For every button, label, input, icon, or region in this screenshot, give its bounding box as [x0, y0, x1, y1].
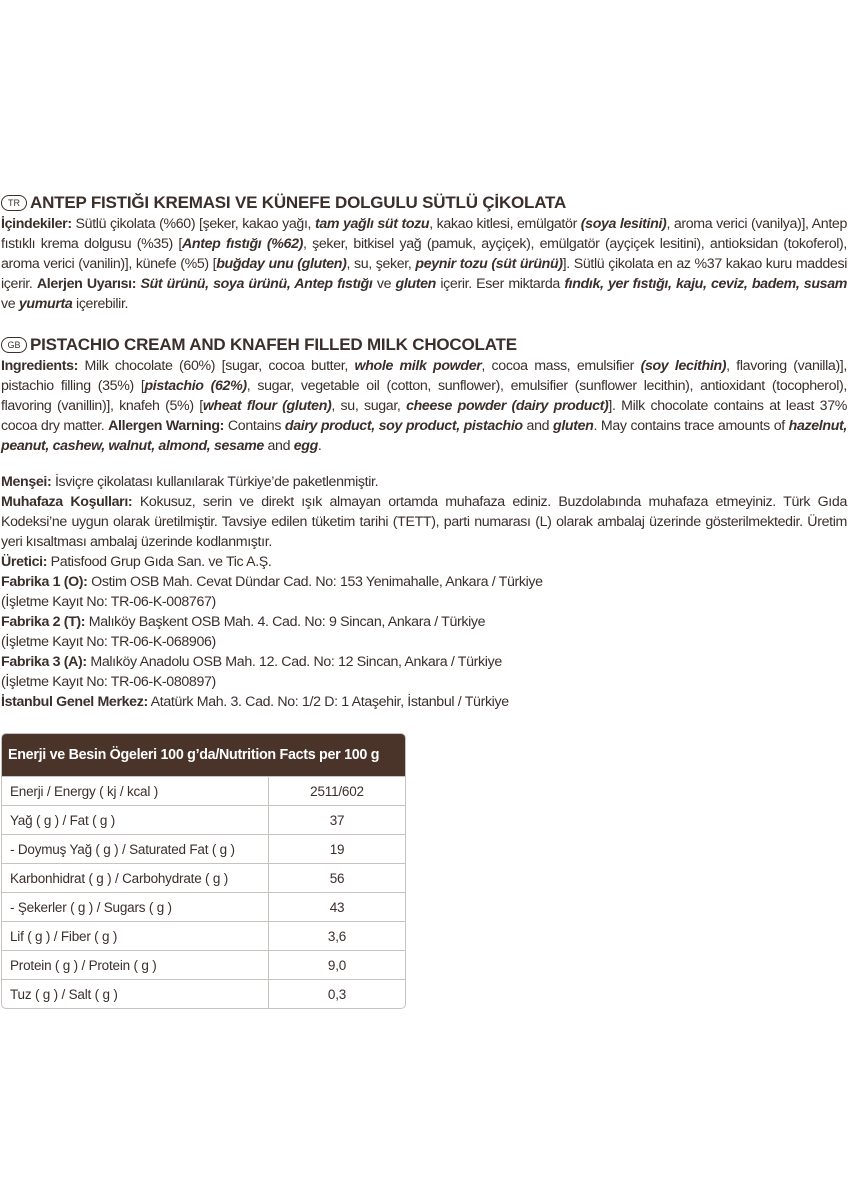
nutrient-value: 37 — [268, 805, 405, 834]
english-title-text: PISTACHIO CREAM AND KNAFEH FILLED MILK CHOCOLATE — [30, 335, 517, 354]
emphasized-segment: fındık, yer fıstığı, kaju, ceviz, badem, susam — [564, 276, 848, 292]
emphasized-segment: gluten — [395, 276, 436, 292]
emphasized-segment: Allergen Warning: — [108, 418, 225, 434]
nutrient-value: 9,0 — [268, 950, 405, 979]
info-section — [1, 472, 847, 712]
emphasized-segment: pistachio (62%) — [144, 378, 247, 394]
nutrient-value: 56 — [268, 863, 405, 892]
storage-text: Kokusuz, serin ve direkt ışık almayan ortamda muhafaza ediniz. Buzdolabında muhafaza etmeyiniz. Türk Gıda Kodeksi’ne uygun olarak üretilmiştir. Tavsiye edilen tüketim tarihi (TETT), parti numarası (L) olarak ambalaj üzerinde gösterilmektedir. Üretim yeri kısaltması ambalaj üzerinde kodlanmıştır. — [1, 494, 847, 550]
text-segment: . May contains trace amounts of — [593, 418, 789, 434]
storage-paragraph — [1, 492, 847, 552]
info-line-label: Fabrika 2 (T): — [1, 614, 86, 630]
info-line — [1, 592, 847, 612]
text-segment: içerebilir. — [72, 296, 129, 312]
emphasized-segment: (soya lesitini) — [580, 216, 667, 232]
english-title — [1, 334, 847, 356]
nutrition-row — [2, 979, 405, 1008]
english-section — [1, 334, 847, 456]
info-line-text: (İşletme Kayıt No: TR-06-K-008767) — [1, 594, 216, 610]
text-segment: , cocoa mass, emulsifier — [481, 358, 641, 374]
info-line-text: Patisfood Grup Gıda San. ve Tic A.Ş. — [47, 554, 272, 570]
info-line — [1, 572, 847, 592]
text-segment: , sugar, vegetable oil (cotton, sunflower), emulsifier (sunflower lecithin), antioxidant (tocopherol), flavoring (vanillin)], knafeh (5%) [ — [1, 378, 847, 414]
nutrient-label: Karbonhidrat ( g ) / Carbohydrate ( g ) — [2, 863, 268, 892]
text-segment: Sütlü çikolata (%60) [şeker, kakao yağı, — [71, 216, 315, 232]
info-line-text: Atatürk Mah. 3. Cad. No: 1/2 D: 1 Ataşehir, İstanbul / Türkiye — [147, 694, 509, 710]
info-line — [1, 692, 847, 712]
emphasized-segment: Ingredients: — [1, 358, 78, 374]
nutrition-row — [2, 834, 405, 863]
nutrient-label: - Şekerler ( g ) / Sugars ( g ) — [2, 892, 268, 921]
text-segment: , su, şeker, — [346, 256, 416, 272]
turkish-section — [1, 192, 847, 314]
info-line — [1, 612, 847, 632]
text-segment: , aroma verici (vanilya)], Antep fıstıklı krema dolgusu (%35) [ — [1, 216, 847, 252]
nutrition-header: Enerji ve Besin Ögeleri 100 g’da/Nutrition Facts per 100 g — [2, 734, 405, 776]
nutrition-table — [1, 733, 406, 1009]
emphasized-segment: Antep fıstığı (%62) — [182, 236, 303, 252]
info-line-label: Fabrika 3 (A): — [1, 654, 87, 670]
nutrient-value: 0,3 — [268, 979, 405, 1008]
gb-language-badge: GB — [1, 337, 27, 353]
emphasized-segment: egg — [293, 438, 318, 454]
info-line-text: (İşletme Kayıt No: TR-06-K-068906) — [1, 634, 216, 650]
emphasized-segment: İçindekiler: — [1, 216, 72, 232]
emphasized-segment: wheat flour (gluten) — [202, 398, 332, 414]
info-line — [1, 672, 847, 692]
emphasized-segment: Süt ürünü, soya ürünü, Antep fıstığı — [140, 276, 373, 292]
tr-language-badge: TR — [1, 195, 27, 211]
emphasized-segment: tam yağlı süt tozu — [314, 216, 430, 232]
info-line-text: Ostim OSB Mah. Cevat Dündar Cad. No: 153 Yenimahalle, Ankara / Türkiye — [87, 574, 543, 590]
emphasized-segment: buğday unu (gluten) — [216, 256, 347, 272]
turkish-title — [1, 192, 847, 214]
nutrition-row — [2, 805, 405, 834]
nutrient-value: 3,6 — [268, 921, 405, 950]
text-segment: ve — [1, 296, 19, 312]
text-segment: ]. Sütlü çikolata en az %37 kakao kuru maddesi içerir. — [1, 256, 847, 292]
emphasized-segment: dairy product, soy product, pistachio — [284, 418, 523, 434]
info-line — [1, 552, 847, 572]
text-segment: Contains — [224, 418, 285, 434]
nutrient-label: Lif ( g ) / Fiber ( g ) — [2, 921, 268, 950]
emphasized-segment: gluten — [553, 418, 594, 434]
nutrient-value: 2511/602 — [268, 776, 405, 805]
text-segment: , flavoring (vanilla)], pistachio filling (35%) [ — [1, 358, 847, 394]
text-segment: and — [522, 418, 553, 434]
text-segment: , şeker, bitkisel yağ (pamuk, ayçiçek), emülgatör (ayçiçek lesitini), antioksidan (tokoferol), aroma verici (vanilin)], künefe (%5) [ — [1, 236, 848, 272]
nutrition-row — [2, 921, 405, 950]
nutrition-row — [2, 863, 405, 892]
turkish-ingredients — [1, 214, 847, 314]
origin-label: Menşei: — [1, 474, 52, 490]
origin-text: İsviçre çikolatası kullanılarak Türkiye’de paketlenmiştir. — [51, 474, 379, 490]
text-segment: ]. Milk chocolate contains at least 37% cocoa dry matter. — [1, 398, 848, 434]
nutrient-value: 19 — [268, 834, 405, 863]
text-segment: içerir. Eser miktarda — [435, 276, 565, 292]
storage-label: Muhafaza Koşulları: — [1, 494, 133, 510]
nutrition-row — [2, 950, 405, 979]
info-line-text: (İşletme Kayıt No: TR-06-K-080897) — [1, 674, 216, 690]
emphasized-segment: peynir tozu (süt ürünü) — [415, 256, 563, 272]
text-segment: and — [263, 438, 294, 454]
emphasized-segment: hazelnut, peanut, cashew, walnut, almond, sesame — [1, 418, 847, 454]
nutrient-label: Yağ ( g ) / Fat ( g ) — [2, 805, 268, 834]
info-line-label: Üretici: — [1, 554, 48, 570]
text-segment: ve — [372, 276, 396, 292]
nutrition-row — [2, 776, 405, 805]
info-line-text: Malıköy Başkent OSB Mah. 4. Cad. No: 9 Sincan, Ankara / Türkiye — [85, 614, 486, 630]
info-line — [1, 652, 847, 672]
nutrient-label: Tuz ( g ) / Salt ( g ) — [2, 979, 268, 1008]
nutrition-row — [2, 892, 405, 921]
english-ingredients — [1, 356, 847, 456]
nutrient-label: Enerji / Energy ( kj / kcal ) — [2, 776, 268, 805]
text-segment: , su, sugar, — [331, 398, 407, 414]
turkish-title-text: ANTEP FISTIĞI KREMASI VE KÜNEFE DOLGULU SÜTLÜ ÇİKOLATA — [30, 193, 567, 212]
origin-line — [1, 472, 847, 492]
text-segment: . — [317, 438, 322, 454]
emphasized-segment: (soy lecithin) — [640, 358, 727, 374]
info-line-label: Fabrika 1 (O): — [1, 574, 88, 590]
text-segment: , kakao kitlesi, emülgatör — [429, 216, 581, 232]
nutrient-value: 43 — [268, 892, 405, 921]
text-segment: Milk chocolate (60%) [sugar, cocoa butter, — [78, 358, 355, 374]
emphasized-segment: yumurta — [18, 296, 73, 312]
info-line-text: Malıköy Anadolu OSB Mah. 12. Cad. No: 12 Sincan, Ankara / Türkiye — [86, 654, 502, 670]
emphasized-segment: cheese powder (dairy product) — [406, 398, 609, 414]
info-line-label: İstanbul Genel Merkez: — [1, 694, 148, 710]
info-line — [1, 632, 847, 652]
nutrient-label: - Doymuş Yağ ( g ) / Saturated Fat ( g ) — [2, 834, 268, 863]
emphasized-segment: whole milk powder — [354, 358, 482, 374]
emphasized-segment: Alerjen Uyarısı: — [36, 276, 141, 292]
nutrient-label: Protein ( g ) / Protein ( g ) — [2, 950, 268, 979]
